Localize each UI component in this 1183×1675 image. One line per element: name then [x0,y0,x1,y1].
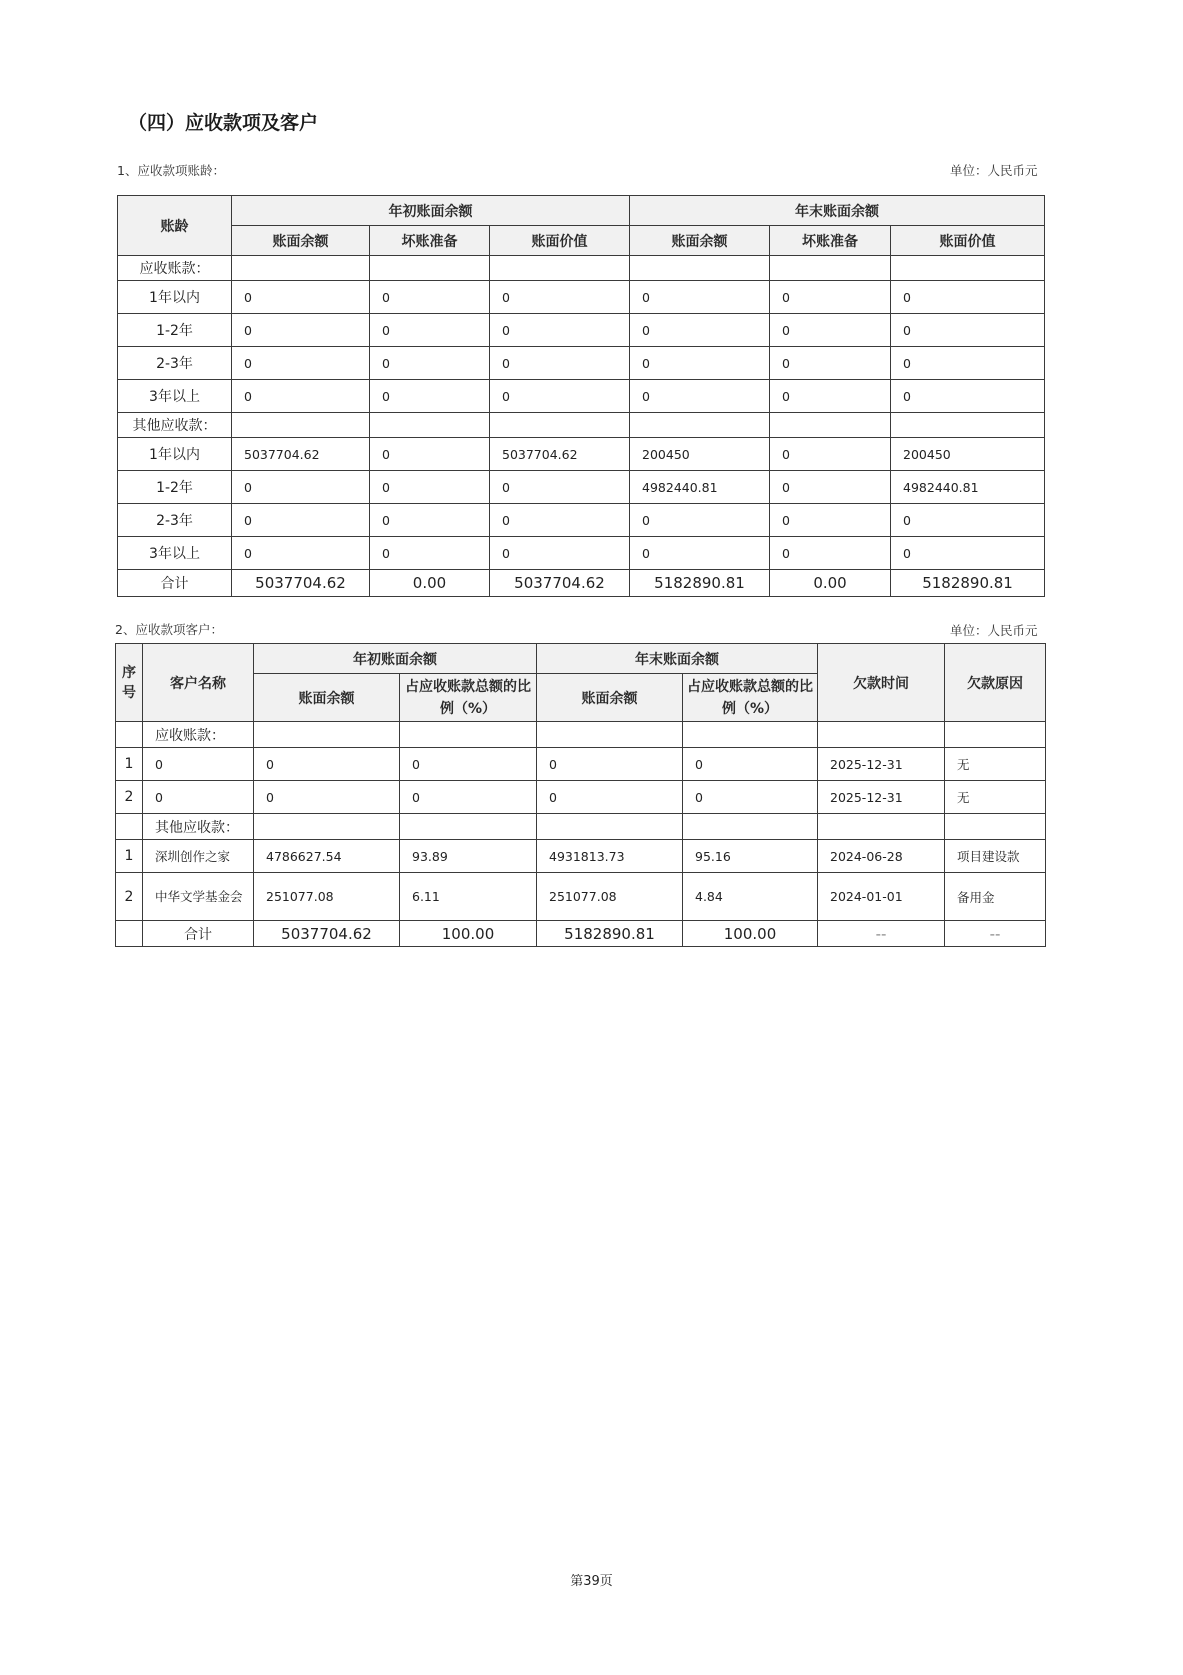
aging-table [117,195,1045,597]
aging-sub-book-balance: 账面余额 [232,226,370,256]
customers-total-row: 合计 5037704.62 100.00 5182890.81 100.00 -- -- [116,921,1046,947]
aging-col-account: 账龄 [118,196,232,256]
customers-col-seq: 序号 [116,644,143,722]
customers-col-reason: 欠款原因 [945,644,1046,722]
customers-subtitle: 2、应收款项客户： [115,622,223,637]
table-row: 2-3年 0 0 0 0 0 0 [118,504,1045,537]
customers-sub-book-balance: 账面余额 [537,674,683,722]
customers-sub-ratio: 占应收账款总额的比例（%） [400,674,537,722]
aging-other-rows [118,438,1045,570]
aging-sub-bad-debt: 坏账准备 [370,226,490,256]
table-row: 1-2年 0 0 0 0 0 0 [118,314,1045,347]
table-row: 2 0 0 0 0 0 2025-12-31 无 [116,781,1046,814]
aging-group-receivable: 应收账款： [118,256,232,281]
aging-group-other: 其他应收款： [118,413,232,438]
table-row: 1 0 0 0 0 0 2025-12-31 无 [116,748,1046,781]
customers-group-begin: 年初账面余额 [254,644,537,674]
table-row: 2-3年 0 0 0 0 0 0 [118,347,1045,380]
table-row: 1年以内 0 0 0 0 0 0 [118,281,1045,314]
table-row: 1年以内 5037704.62 0 5037704.62 200450 0 200450 [118,438,1045,471]
table-row: 1-2年 0 0 0 4982440.81 0 4982440.81 [118,471,1045,504]
customers-group-other: 其他应收款： [143,814,254,840]
aging-total-row: 合计 5037704.62 0.00 5037704.62 5182890.81 0.00 5182890.81 [118,570,1045,597]
page-number: 第39页 [570,1574,613,1589]
aging-sub-book-value: 账面价值 [891,226,1045,256]
aging-unit-label: 单位：人民币元 [950,163,1038,178]
table-row: 3年以上 0 0 0 0 0 0 [118,380,1045,413]
aging-subtitle: 1、应收款项账龄： [117,163,225,178]
aging-group-end: 年末账面余额 [630,196,1045,226]
table-row: 1 深圳创作之家 4786627.54 93.89 4931813.73 95.16 2024-06-28 项目建设款 [116,840,1046,873]
customers-group-end: 年末账面余额 [537,644,818,674]
customers-col-time: 欠款时间 [818,644,945,722]
aging-sub-bad-debt: 坏账准备 [770,226,891,256]
aging-sub-book-balance: 账面余额 [630,226,770,256]
customers-group-receivable: 应收账款： [143,722,254,748]
section-title: （四）应收款项及客户 [128,112,319,134]
aging-sub-book-value: 账面价值 [490,226,630,256]
table-row: 2 中华文学基金会 251077.08 6.11 251077.08 4.84 2024-01-01 备用金 [116,873,1046,921]
aging-group-begin: 年初账面余额 [232,196,630,226]
customers-col-name: 客户名称 [143,644,254,722]
customers-unit-label: 单位：人民币元 [950,623,1038,638]
aging-receivable-rows [118,281,1045,413]
table-row: 3年以上 0 0 0 0 0 0 [118,537,1045,570]
customers-table [115,643,1046,947]
customers-sub-book-balance: 账面余额 [254,674,400,722]
customers-sub-ratio: 占应收账款总额的比例（%） [683,674,818,722]
